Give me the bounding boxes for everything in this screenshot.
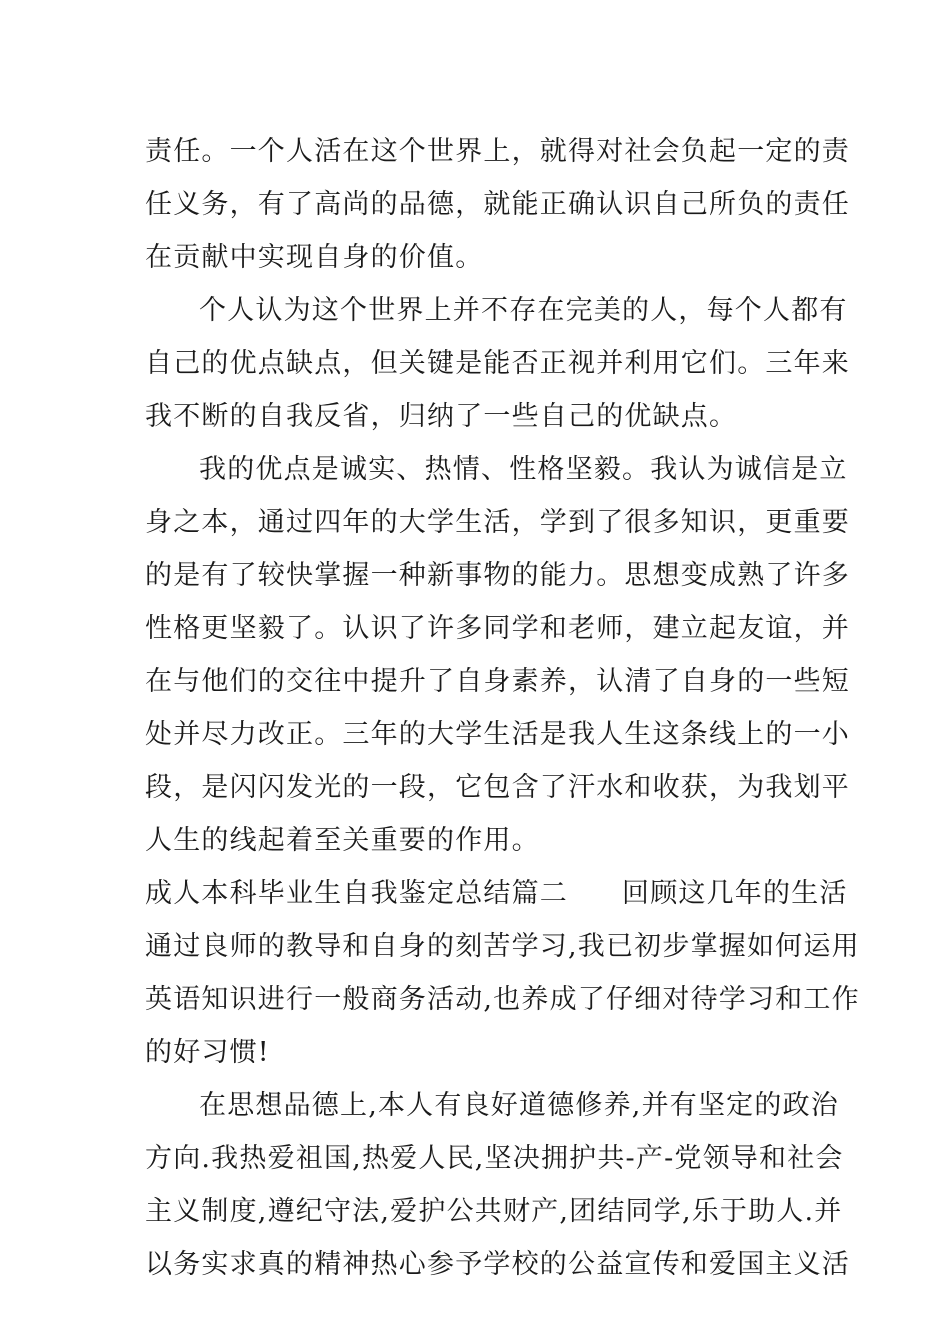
section-heading: 成人本科毕业生自我鉴定总结篇二 [145, 878, 568, 909]
text-line: 任义务，有了高尚的品德，就能正确认识自己所负的责任 [145, 189, 850, 220]
text-line: 个人认为这个世界上并不存在完美的人，每个人都有 [199, 295, 848, 326]
text-line: 方向.我热爱祖国,热爱人民,坚决拥护共-产-党领导和社会 [145, 1143, 844, 1174]
text-line: 的是有了较快掌握一种新事物的能力。思想变成熟了许多 [145, 560, 850, 591]
text-line: 我的优点是诚实、热情、性格坚毅。我认为诚信是立 [199, 454, 848, 485]
text-line: 在贡献中实现自身的价值。 [145, 242, 484, 273]
text-line: 性格更坚毅了。认识了许多同学和老师，建立起友谊，并 [145, 613, 850, 644]
text-line: 主义制度,遵纪守法,爱护公共财产,团结同学,乐于助人.并 [145, 1196, 843, 1227]
text-line: 通过良师的教导和自身的刻苦学习,我已初步掌握如何运用 [145, 931, 860, 962]
text-line: 以务实求真的精神热心参予学校的公益宣传和爱国主义活 [145, 1249, 850, 1280]
text-line: 我不断的自我反省，归纳了一些自己的优缺点。 [145, 401, 738, 432]
text-line: 处并尽力改正。三年的大学生活是我人生这条线上的一小 [145, 719, 850, 750]
text-line: 责任。一个人活在这个世界上，就得对社会负起一定的责 [145, 136, 850, 167]
heading-continuation: 回顾这几年的生活 [622, 878, 848, 909]
text-line: 在与他们的交往中提升了自身素养，认清了自身的一些短 [145, 666, 850, 697]
text-line: 在思想品德上,本人有良好道德修养,并有坚定的政治 [199, 1090, 839, 1121]
text-line: 身之本，通过四年的大学生活，学到了很多知识，更重要 [145, 507, 850, 538]
text-line: 人生的线起着至关重要的作用。 [145, 825, 540, 856]
text-line: 的好习惯! [145, 1037, 270, 1068]
document-body [145, 125, 860, 1291]
section-heading-line [145, 867, 848, 920]
text-line: 段，是闪闪发光的一段，它包含了汗水和收获，为我划平 [145, 772, 850, 803]
text-line: 英语知识进行一般商务活动,也养成了仔细对待学习和工作 [145, 984, 860, 1015]
text-line: 自己的优点缺点，但关键是能否正视并利用它们。三年来 [145, 348, 850, 379]
